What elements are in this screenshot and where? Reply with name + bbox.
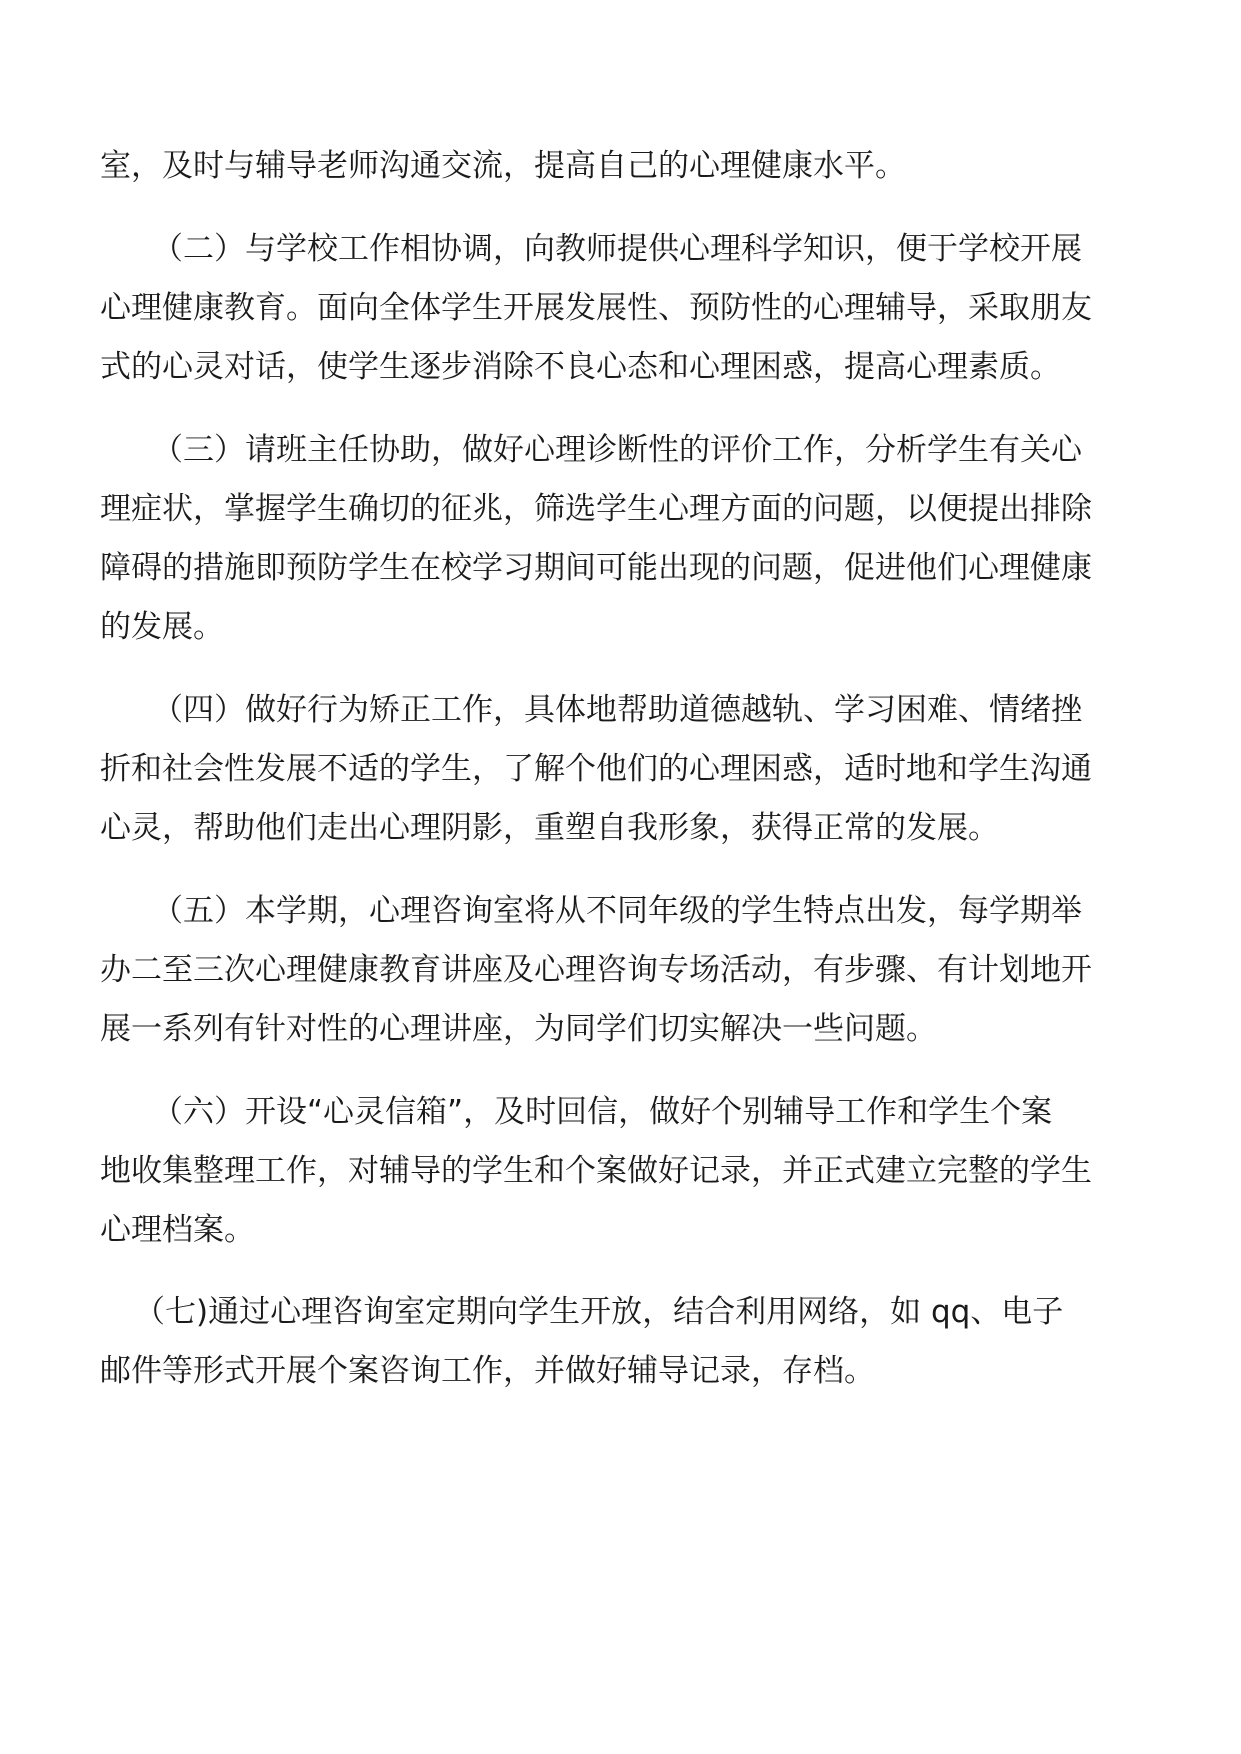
text-line: （三）请班主任协助，做好心理诊断性的评价工作，分析学生有关心 <box>152 432 1082 468</box>
text-line: 心灵，帮助他们走出心理阴影，重塑自我形象，获得正常的发展。 <box>100 810 999 846</box>
text-line: 室，及时与辅导老师沟通交流，提高自己的心理健康水平。 <box>100 148 906 184</box>
text-line: （四）做好行为矫正工作，具体地帮助道德越轨、学习困难、情绪挫 <box>152 692 1082 728</box>
text-line: 折和社会性发展不适的学生，了解个他们的心理困惑，适时地和学生沟通 <box>100 751 1092 787</box>
text-line: 展一系列有针对性的心理讲座，为同学们切实解决一些问题。 <box>100 1011 937 1047</box>
text-line: 邮件等形式开展个案咨询工作，并做好辅导记录，存档。 <box>100 1353 875 1389</box>
text-line: （二）与学校工作相协调，向教师提供心理科学知识，便于学校开展 <box>152 231 1082 267</box>
text-line: （六）开设“心灵信箱”，及时回信，做好个别辅导工作和学生个案 <box>152 1094 1053 1130</box>
text-line: 的发展。 <box>100 609 224 645</box>
text-line: 心理健康教育。面向全体学生开展发展性、预防性的心理辅导，采取朋友 <box>100 290 1092 326</box>
text-line: 式的心灵对话，使学生逐步消除不良心态和心理困惑，提高心理素质。 <box>100 349 1061 385</box>
text-line: 地收集整理工作，对辅导的学生和个案做好记录，并正式建立完整的学生 <box>100 1153 1092 1189</box>
text-line: 办二至三次心理健康教育讲座及心理咨询专场活动，有步骤、有计划地开 <box>100 952 1092 988</box>
text-line: （五）本学期，心理咨询室将从不同年级的学生特点出发，每学期举 <box>152 893 1082 929</box>
text-line: 理症状，掌握学生确切的征兆，筛选学生心理方面的问题，以便提出排除 <box>100 491 1092 527</box>
text-line: （七)通过心理咨询室定期向学生开放，结合利用网络，如 qq、电子 <box>134 1294 1064 1330</box>
text-line: 障碍的措施即预防学生在校学习期间可能出现的问题，促进他们心理健康 <box>100 550 1092 586</box>
text-line: 心理档案。 <box>100 1212 255 1248</box>
